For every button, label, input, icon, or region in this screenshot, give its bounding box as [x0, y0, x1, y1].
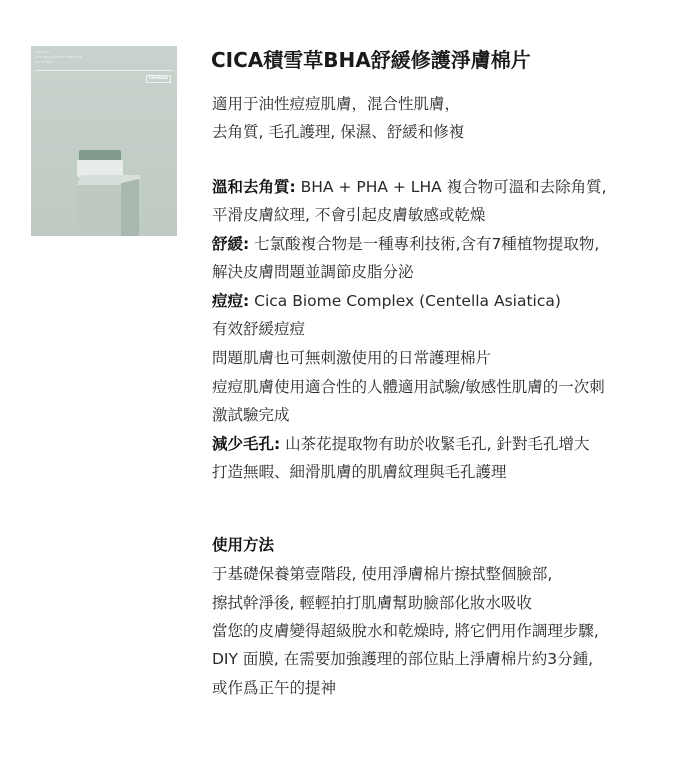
usage-line: DIY 面膜, 在需要加強護理的部位貼上淨膚棉片約3分鍾,	[212, 650, 594, 668]
usage-heading: 使用方法	[212, 536, 275, 554]
brand-logo: celimax	[146, 75, 171, 83]
feature-line	[212, 318, 305, 340]
product-image	[31, 46, 177, 236]
feature-text: 平滑皮膚紋理, 不會引起皮膚敏感或乾燥	[212, 206, 486, 224]
feature-text: 山茶花提取物有助於收緊毛孔, 針對毛孔增大	[280, 435, 590, 453]
intro-line: 適用于油性痘痘肌膚，混合性肌膚，	[212, 95, 461, 113]
feature-line	[212, 433, 590, 455]
usage-line: 或作爲正午的提神	[212, 679, 337, 697]
feature-label: 舒緩:	[212, 235, 250, 253]
product-title: CICA積雪草BHA舒緩修護淨膚棉片	[211, 48, 531, 72]
usage-line: 擦拭幹淨後, 輕輕拍打肌膚幫助臉部化妝水吸收	[212, 594, 532, 612]
feature-line	[212, 347, 491, 369]
package-text: CICA BHA BLEMISH TONER PAD	[35, 55, 82, 59]
feature-text: 七氯酸複合物是一種專利技術,含有7種植物提取物,	[249, 235, 600, 253]
feature-text: 解決皮膚問題並調節皮脂分泌	[212, 263, 414, 281]
package-text: ALL ACTIVE	[35, 60, 53, 64]
divider	[35, 70, 173, 71]
feature-label: 減少毛孔:	[212, 435, 281, 453]
feature-text: Cica Biome Complex (Centella Asiatica)	[249, 292, 561, 310]
package-text: CICA CHA	[35, 50, 50, 54]
feature-line	[212, 261, 414, 283]
feature-line	[212, 461, 507, 483]
box-front	[77, 185, 121, 236]
feature-text: 痘痘肌膚使用適合性的人體適用試驗/敏感性肌膚的一次刺	[212, 378, 605, 396]
feature-label: 溫和去角質:	[212, 178, 296, 196]
box-side	[121, 179, 139, 236]
feature-line	[212, 204, 485, 226]
feature-text: 打造無暇、細滑肌膚的肌膚紋理與毛孔護理	[212, 463, 507, 481]
intro-line: 去角質, 毛孔護理, 保濕、舒緩和修複	[212, 123, 465, 141]
feature-line	[212, 290, 561, 312]
feature-line	[212, 376, 605, 398]
usage-line: 當您的皮膚變得超級脫水和乾燥時, 將它們用作調理步驟,	[212, 622, 599, 640]
feature-line	[212, 233, 599, 255]
feature-line	[212, 176, 607, 198]
usage-line: 于基礎保養第壹階段, 使用淨膚棉片擦拭整個臉部,	[212, 565, 553, 583]
feature-text: 有效舒緩痘痘	[212, 320, 306, 338]
feature-text: BHA + PHA + LHA 複合物可溫和去除角質,	[295, 178, 607, 196]
feature-text: 問題肌膚也可無刺激使用的日常護理棉片	[212, 349, 492, 367]
feature-text: 激試驗完成	[212, 406, 290, 424]
feature-line	[212, 404, 290, 426]
feature-label: 痘痘:	[212, 292, 250, 310]
